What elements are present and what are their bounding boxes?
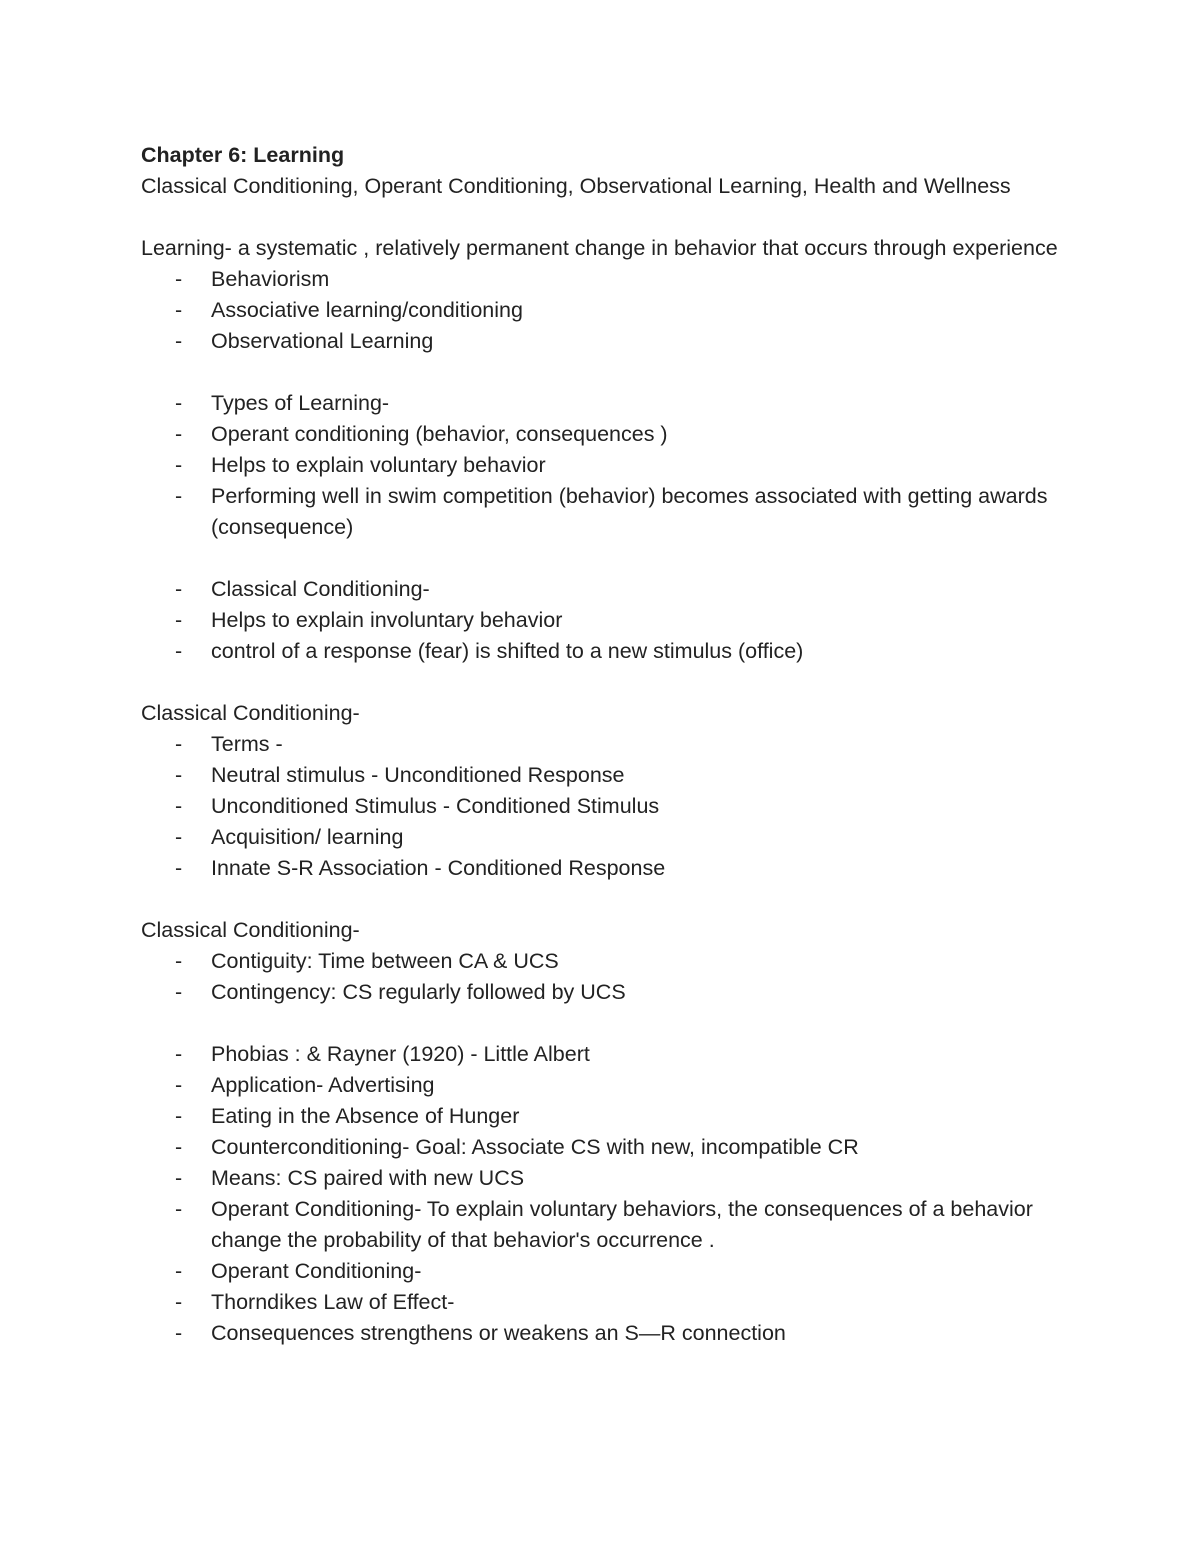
list-classical-terms [141,729,1061,884]
dash-bullet-icon: - [175,608,183,632]
list-item-text: Contiguity: Time between CA & UCS [211,949,559,973]
list-item [141,977,1061,1008]
dash-bullet-icon: - [175,1197,183,1221]
list-item-text: Performing well in swim competition (behavior) becomes associated with getting awards (consequence) [211,484,1048,539]
list-item [141,481,1061,543]
dash-bullet-icon: - [175,1166,183,1190]
list-item [141,1039,1061,1070]
list-learning-types [141,264,1061,357]
dash-bullet-icon: - [175,825,183,849]
dash-bullet-icon: - [175,422,183,446]
list-item-text: Innate S-R Association - Conditioned Response [211,856,666,880]
dash-bullet-icon: - [175,267,183,291]
list-item [141,419,1061,450]
section-heading-classical-2: Classical Conditioning- [141,918,360,942]
dash-bullet-icon: - [175,1290,183,1314]
dash-bullet-icon: - [175,732,183,756]
dash-bullet-icon: - [175,794,183,818]
dash-bullet-icon: - [175,391,183,415]
list-item-text: Unconditioned Stimulus - Conditioned Stimulus [211,794,660,818]
list-contiguity-contingency [141,946,1061,1008]
dash-bullet-icon: - [175,763,183,787]
list-item-text: Acquisition/ learning [211,825,404,849]
list-item [141,729,1061,760]
dash-bullet-icon: - [175,329,183,353]
list-item [141,853,1061,884]
list-item [141,1101,1061,1132]
list-item-text: Classical Conditioning- [211,577,430,601]
dash-bullet-icon: - [175,484,183,508]
dash-bullet-icon: - [175,1259,183,1283]
spacer [141,1008,1061,1039]
list-item [141,1163,1061,1194]
list-item-text: Operant conditioning (behavior, consequences ) [211,422,668,446]
list-item [141,636,1061,667]
list-item [141,1194,1061,1256]
learning-definition: Learning- a systematic , relatively permanent change in behavior that occurs through experience [141,236,1058,260]
spacer [141,884,1061,915]
list-item [141,1287,1061,1318]
list-item-text: Helps to explain voluntary behavior [211,453,546,477]
list-item-text: Means: CS paired with new UCS [211,1166,525,1190]
dash-bullet-icon: - [175,949,183,973]
list-item-text: Operant Conditioning- [211,1259,422,1283]
list-item-text: Consequences strengthens or weakens an S—R connection [211,1321,786,1345]
section-heading-classical-1: Classical Conditioning- [141,701,360,725]
list-item [141,388,1061,419]
list-item-text: control of a response (fear) is shifted to a new stimulus (office) [211,639,804,663]
list-item-text: Associative learning/conditioning [211,298,523,322]
list-item [141,326,1061,357]
dash-bullet-icon: - [175,639,183,663]
document-subtitle: Classical Conditioning, Operant Conditioning, Observational Learning, Health and Wellness [141,174,1011,198]
dash-bullet-icon: - [175,577,183,601]
spacer [141,667,1061,698]
list-item [141,822,1061,853]
list-item [141,450,1061,481]
dash-bullet-icon: - [175,1073,183,1097]
list-item [141,1132,1061,1163]
list-item-text: Behaviorism [211,267,330,291]
list-item-text: Helps to explain involuntary behavior [211,608,563,632]
list-item-text: Types of Learning- [211,391,390,415]
dash-bullet-icon: - [175,980,183,1004]
list-item-text: Thorndikes Law of Effect- [211,1290,455,1314]
list-types-of-learning [141,388,1061,543]
list-item [141,760,1061,791]
list-applications-operant [141,1039,1061,1349]
dash-bullet-icon: - [175,1104,183,1128]
dash-bullet-icon: - [175,1042,183,1066]
list-item-text: Observational Learning [211,329,434,353]
list-item [141,791,1061,822]
list-item-text: Application- Advertising [211,1073,435,1097]
list-item-text: Contingency: CS regularly followed by UCS [211,980,626,1004]
spacer [141,543,1061,574]
list-item [141,1070,1061,1101]
list-item [141,946,1061,977]
list-item-text: Operant Conditioning- To explain voluntary behaviors, the consequences of a behavior change the probability of that behavior's occurrence . [211,1197,1033,1252]
list-item-text: Neutral stimulus - Unconditioned Response [211,763,625,787]
list-item-text: Counterconditioning- Goal: Associate CS with new, incompatible CR [211,1135,859,1159]
document-page [141,140,1061,1349]
dash-bullet-icon: - [175,453,183,477]
dash-bullet-icon: - [175,856,183,880]
dash-bullet-icon: - [175,1135,183,1159]
dash-bullet-icon: - [175,298,183,322]
dash-bullet-icon: - [175,1321,183,1345]
list-item [141,605,1061,636]
spacer [141,357,1061,388]
list-item-text: Phobias : & Rayner (1920) - Little Albert [211,1042,590,1066]
list-classical-conditioning-overview [141,574,1061,667]
list-item [141,1318,1061,1349]
spacer [141,202,1061,233]
list-item-text: Terms - [211,732,283,756]
document-title: Chapter 6: Learning [141,143,345,167]
list-item-text: Eating in the Absence of Hunger [211,1104,520,1128]
list-item [141,1256,1061,1287]
list-item [141,264,1061,295]
list-item [141,574,1061,605]
list-item [141,295,1061,326]
